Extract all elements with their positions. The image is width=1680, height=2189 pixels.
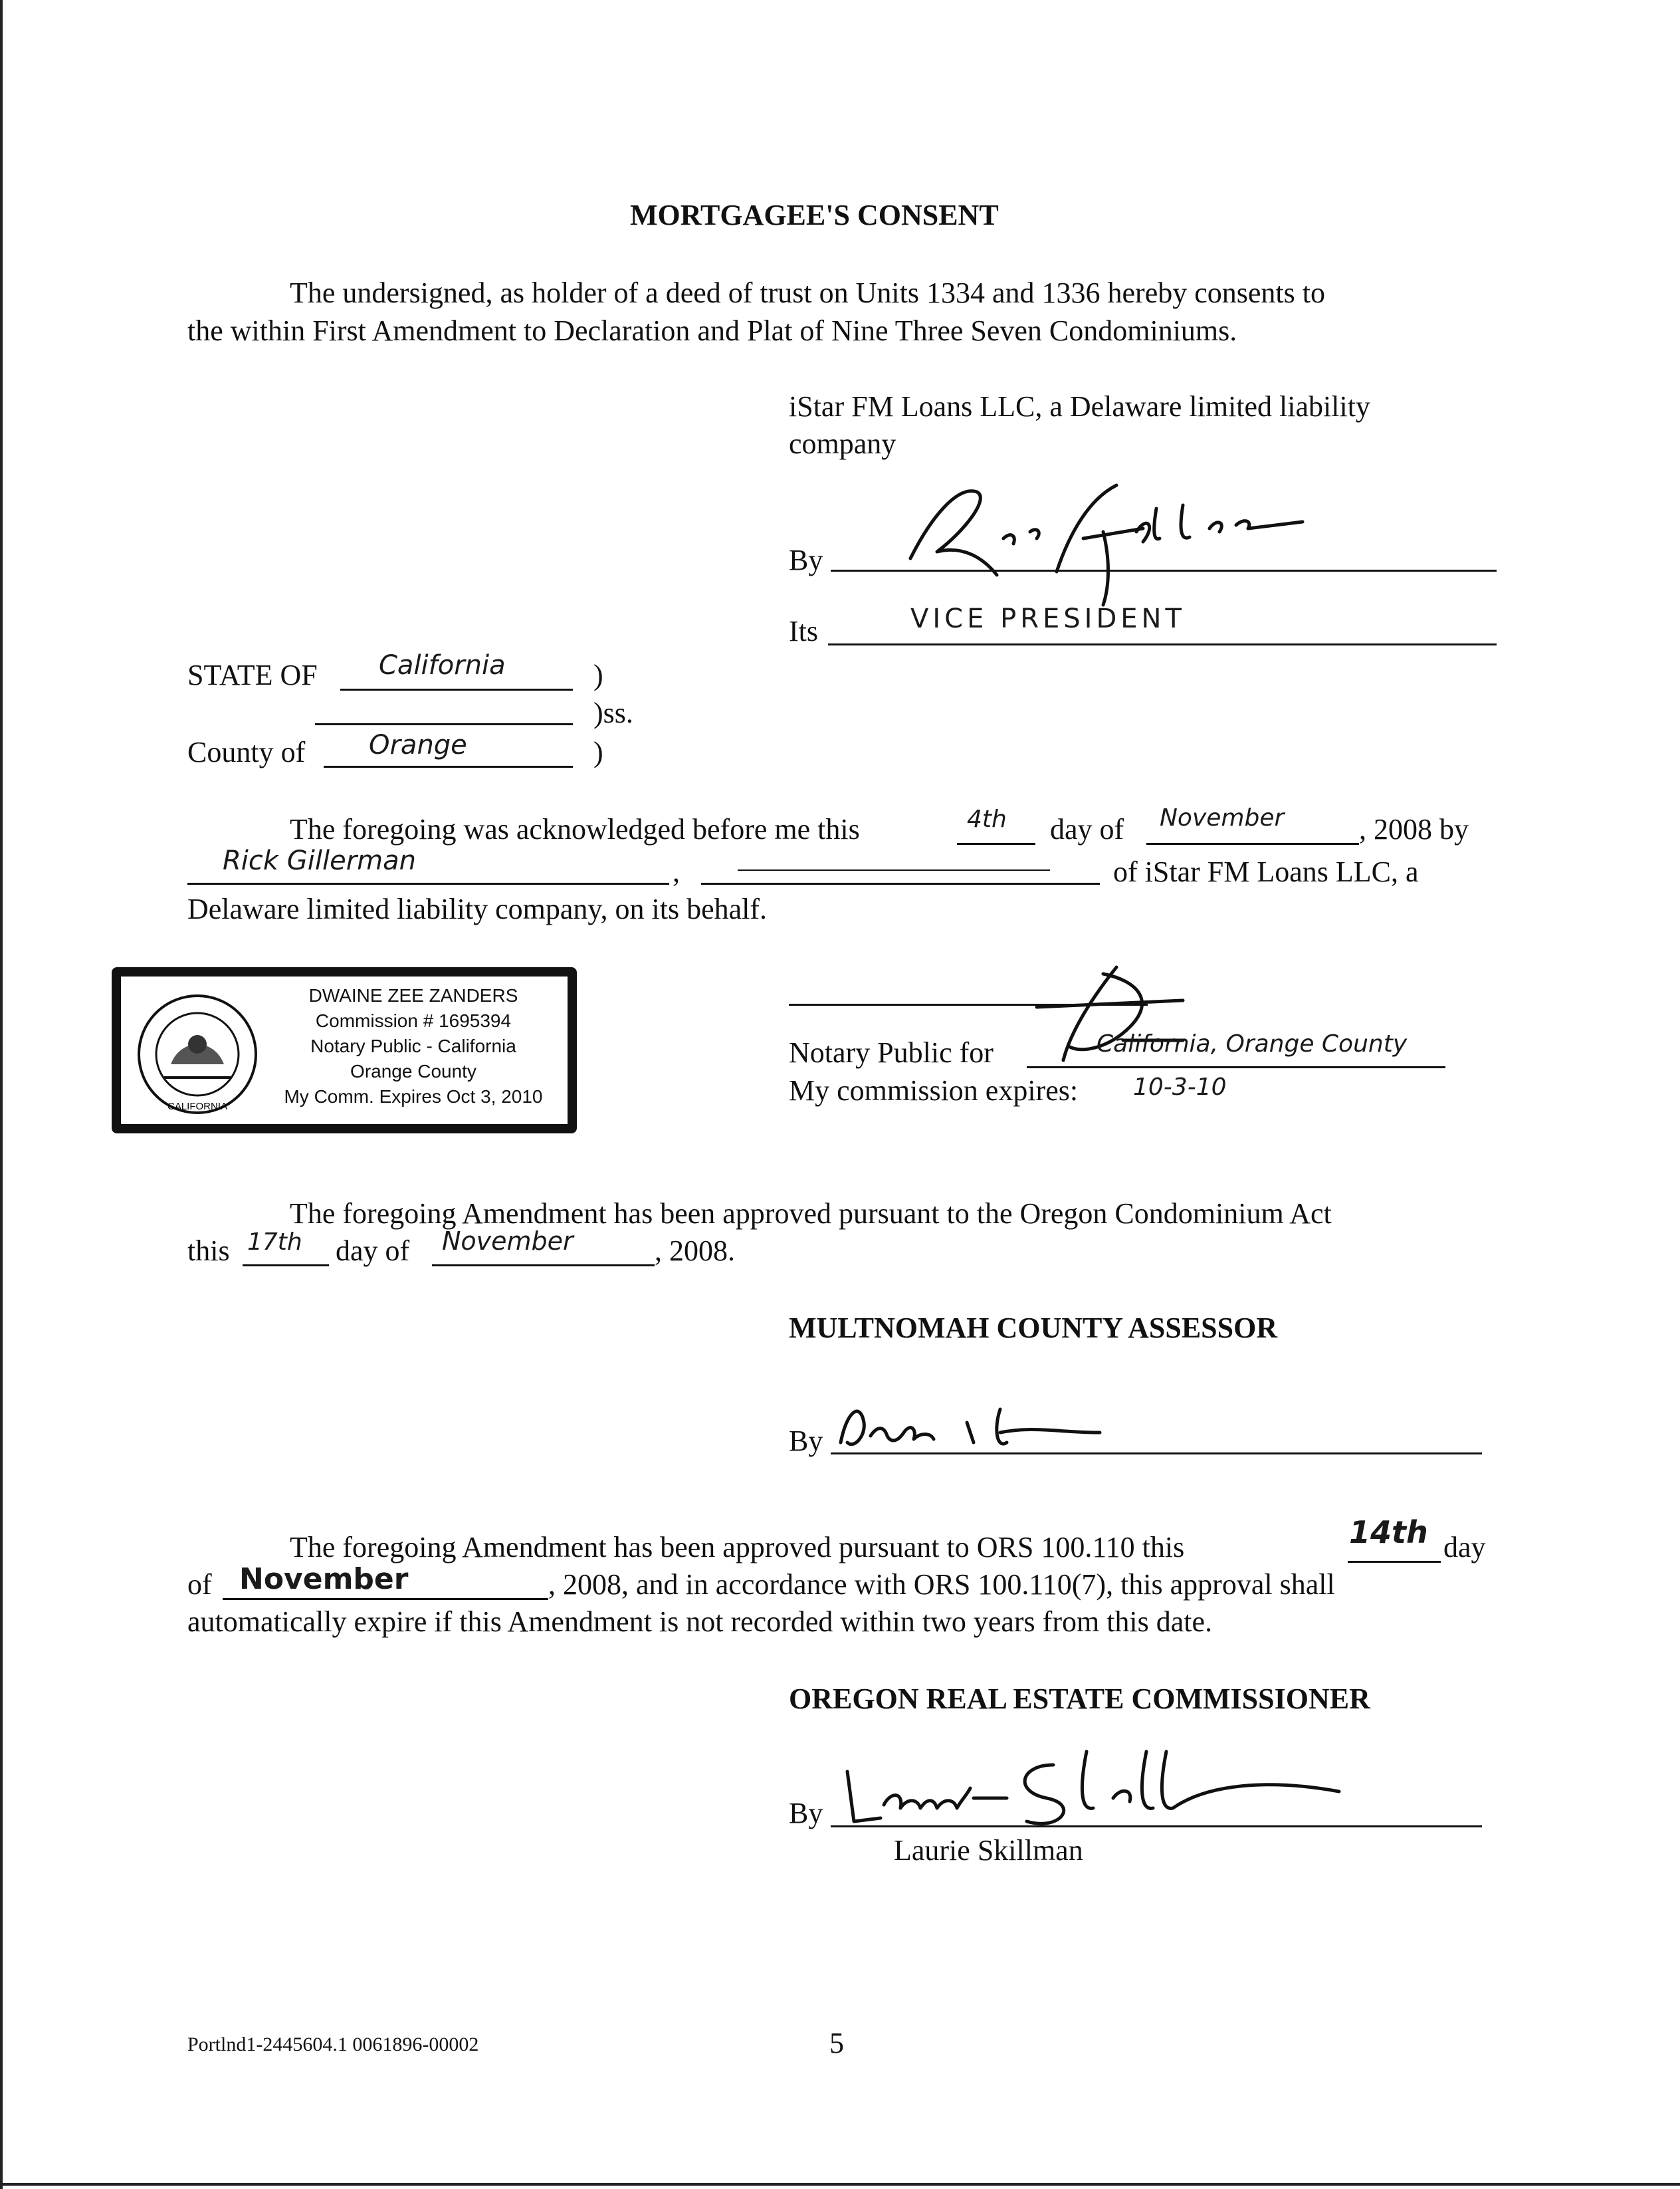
state-value: California [379, 650, 506, 681]
notary-expires-label: My commission expires: [789, 1074, 1079, 1107]
venue-ss: )ss. [593, 697, 633, 729]
ack-name-value: Rick Gillerman [223, 846, 416, 876]
commissioner-line-2b: , 2008, and in accordance with ORS 100.110(7), this approval shall [548, 1568, 1335, 1601]
assessor-by-label: By [789, 1425, 823, 1457]
commissioner-line-3: automatically expire if this Amendment is not recorded within two years from this date. [187, 1605, 1213, 1638]
venue-paren-1: ) [593, 659, 603, 691]
lender-its-line [828, 643, 1497, 645]
notary-expires-value: 10-3-10 [1133, 1074, 1227, 1101]
stamp-line-4: Orange County [350, 1061, 476, 1082]
notary-public-for-label: Notary Public for [789, 1036, 994, 1069]
stamp-line-5: My Comm. Expires Oct 3, 2010 [284, 1086, 543, 1107]
assessor-day-line [243, 1264, 329, 1266]
ack-day-line [957, 843, 1035, 845]
ack-line-3: Delaware limited liability company, on its behalf. [187, 893, 768, 925]
consent-line-2: the within First Amendment to Declaration and Plat of Nine Three Seven Condominiums. [187, 314, 1237, 347]
assessor-signature [834, 1396, 1113, 1462]
lender-name-line-1: iStar FM Loans LLC, a Delaware limited liability [789, 390, 1370, 423]
scan-edge-bottom [0, 2183, 1680, 2186]
commissioner-month-line [223, 1598, 548, 1600]
lender-its-value: VICE PRESIDENT [910, 604, 1186, 634]
lender-signature [891, 459, 1316, 618]
county-value: Orange [369, 730, 467, 760]
stamp-line-1: DWAINE ZEE ZANDERS [308, 985, 518, 1006]
ack-line-1c: , 2008 by [1359, 813, 1469, 846]
commissioner-signature [834, 1745, 1352, 1831]
ack-month-line [1146, 843, 1359, 845]
county-line [324, 766, 573, 768]
notary-stamp [112, 967, 577, 1133]
assessor-month-line [432, 1264, 655, 1266]
ack-day-value: 4th [967, 806, 1007, 833]
commissioner-day-line [1348, 1561, 1441, 1563]
commissioner-line-2a: of [187, 1568, 212, 1601]
ack-name-line [187, 883, 669, 885]
commissioner-month-value: November [239, 1562, 409, 1596]
ack-title-line [701, 883, 1100, 885]
state-label: STATE OF [187, 659, 318, 691]
seal-text: CALIFORNIA [167, 1101, 228, 1112]
stamp-line-2: Commission # 1695394 [315, 1010, 512, 1031]
commissioner-by-label: By [789, 1797, 823, 1829]
commissioner-line-1b: day [1443, 1531, 1486, 1563]
assessor-line-2b: day of [336, 1234, 410, 1267]
notary-public-for-line [1027, 1066, 1445, 1068]
stamp-line-3: Notary Public - California [310, 1036, 516, 1056]
notary-seal-icon [134, 991, 261, 1117]
commissioner-signer-name: Laurie Skillman [894, 1834, 1083, 1867]
assessor-month-value: November [442, 1226, 574, 1256]
assessor-line-2a: this [187, 1234, 230, 1267]
consent-line-1: The undersigned, as holder of a deed of trust on Units 1334 and 1336 hereby consents to [290, 277, 1325, 309]
page-title: MORTGAGEE'S CONSENT [630, 199, 999, 231]
assessor-day-value: 17th [247, 1228, 302, 1256]
footer-doc-id: Portlnd1-2445604.1 0061896-00002 [187, 2033, 479, 2055]
ack-line-1b: day of [1050, 813, 1124, 846]
ack-line-1a: The foregoing was acknowledged before me this [290, 813, 860, 846]
commissioner-day-value: 14th [1349, 1514, 1428, 1550]
page-number: 5 [829, 2027, 844, 2059]
county-label: County of [187, 736, 306, 768]
commissioner-heading: OREGON REAL ESTATE COMMISSIONER [789, 1682, 1370, 1715]
lender-name-line-2: company [789, 427, 896, 460]
state-line [340, 689, 573, 691]
venue-paren-3: ) [593, 736, 603, 768]
scan-edge-left [0, 0, 3, 2189]
assessor-heading: MULTNOMAH COUNTY ASSESSOR [789, 1312, 1278, 1344]
commissioner-line-1a: The foregoing Amendment has been approved pursuant to ORS 100.110 this [290, 1531, 1185, 1563]
ack-line-2b: of iStar FM Loans LLC, a [1113, 856, 1419, 888]
ack-title-strike [738, 869, 1050, 871]
assessor-line-1: The foregoing Amendment has been approved pursuant to the Oregon Condominium Act [290, 1197, 1332, 1230]
stamp-text [267, 983, 560, 1109]
notary-public-for-value: California, Orange County [1097, 1030, 1408, 1058]
assessor-line-2c: , 2008. [655, 1234, 735, 1267]
venue-blank-line [315, 723, 573, 725]
lender-its-label: Its [789, 615, 818, 647]
lender-by-label: By [789, 544, 823, 576]
ack-comma: , [673, 856, 680, 888]
ack-month-value: November [1160, 804, 1285, 832]
